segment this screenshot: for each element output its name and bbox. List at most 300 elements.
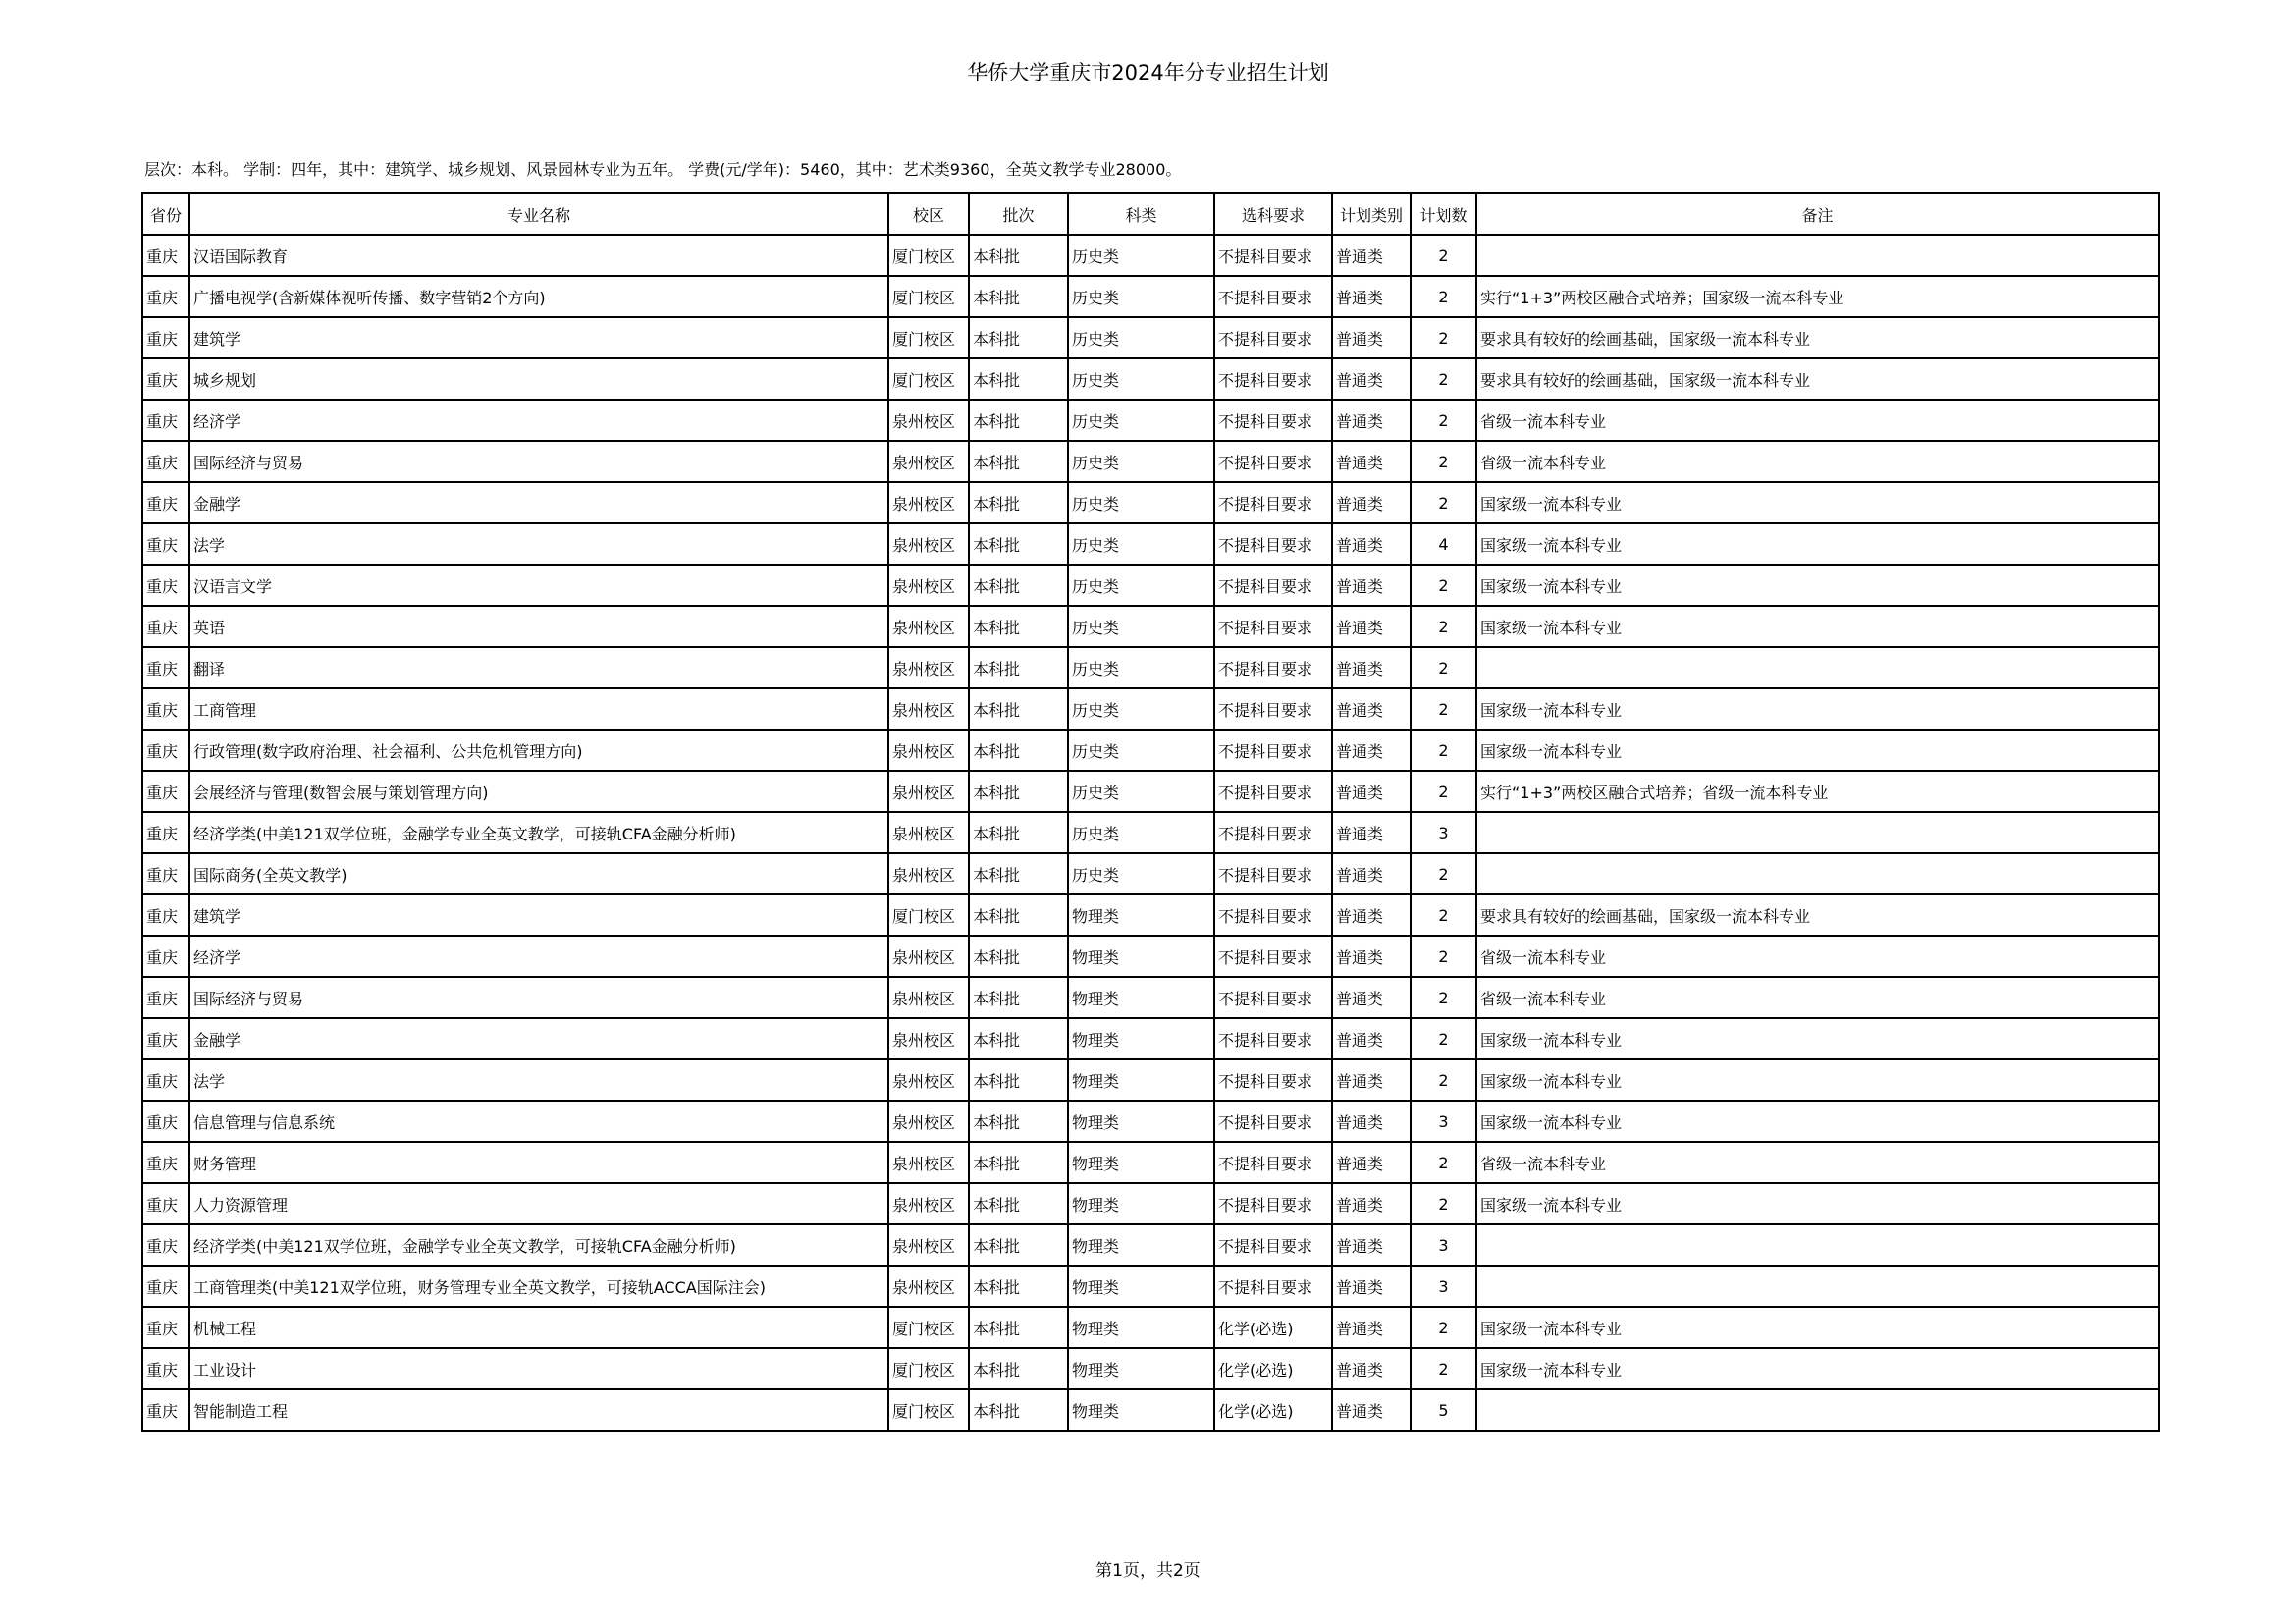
cell-plan-count: 2 xyxy=(1411,1183,1476,1224)
cell-subject-requirement: 不提科目要求 xyxy=(1214,482,1332,523)
cell-subject-category: 历史类 xyxy=(1068,400,1214,441)
cell-subject-requirement: 不提科目要求 xyxy=(1214,358,1332,400)
cell-province: 重庆 xyxy=(142,936,189,977)
cell-plan-type: 普通类 xyxy=(1332,441,1411,482)
cell-remarks: 省级一流本科专业 xyxy=(1476,1142,2159,1183)
cell-province: 重庆 xyxy=(142,647,189,688)
cell-subject-category: 物理类 xyxy=(1068,1224,1214,1266)
cell-batch: 本科批 xyxy=(969,317,1068,358)
cell-major-name: 汉语国际教育 xyxy=(189,235,888,276)
cell-plan-type: 普通类 xyxy=(1332,400,1411,441)
header-subject-requirement: 选科要求 xyxy=(1214,193,1332,235)
cell-major-name: 信息管理与信息系统 xyxy=(189,1101,888,1142)
cell-remarks: 国家级一流本科专业 xyxy=(1476,1101,2159,1142)
cell-remarks: 国家级一流本科专业 xyxy=(1476,1307,2159,1348)
cell-remarks: 国家级一流本科专业 xyxy=(1476,565,2159,606)
cell-subject-category: 物理类 xyxy=(1068,977,1214,1018)
cell-remarks: 要求具有较好的绘画基础，国家级一流本科专业 xyxy=(1476,358,2159,400)
cell-campus: 泉州校区 xyxy=(888,565,969,606)
cell-plan-type: 普通类 xyxy=(1332,936,1411,977)
cell-remarks: 省级一流本科专业 xyxy=(1476,441,2159,482)
cell-plan-type: 普通类 xyxy=(1332,358,1411,400)
cell-subject-requirement: 不提科目要求 xyxy=(1214,1059,1332,1101)
cell-subject-requirement: 不提科目要求 xyxy=(1214,276,1332,317)
cell-remarks: 要求具有较好的绘画基础，国家级一流本科专业 xyxy=(1476,317,2159,358)
cell-province: 重庆 xyxy=(142,688,189,730)
cell-plan-type: 普通类 xyxy=(1332,235,1411,276)
cell-province: 重庆 xyxy=(142,1266,189,1307)
cell-subject-category: 历史类 xyxy=(1068,688,1214,730)
cell-province: 重庆 xyxy=(142,977,189,1018)
cell-province: 重庆 xyxy=(142,482,189,523)
cell-campus: 泉州校区 xyxy=(888,936,969,977)
cell-plan-count: 2 xyxy=(1411,441,1476,482)
cell-batch: 本科批 xyxy=(969,565,1068,606)
cell-plan-type: 普通类 xyxy=(1332,1018,1411,1059)
cell-province: 重庆 xyxy=(142,276,189,317)
table-row xyxy=(142,1266,2159,1307)
cell-batch: 本科批 xyxy=(969,1018,1068,1059)
cell-subject-requirement: 化学(必选) xyxy=(1214,1348,1332,1389)
cell-campus: 厦门校区 xyxy=(888,317,969,358)
cell-subject-requirement: 不提科目要求 xyxy=(1214,812,1332,853)
cell-plan-type: 普通类 xyxy=(1332,482,1411,523)
cell-batch: 本科批 xyxy=(969,523,1068,565)
cell-batch: 本科批 xyxy=(969,400,1068,441)
cell-remarks: 省级一流本科专业 xyxy=(1476,977,2159,1018)
cell-major-name: 金融学 xyxy=(189,482,888,523)
cell-campus: 泉州校区 xyxy=(888,1059,969,1101)
cell-remarks: 国家级一流本科专业 xyxy=(1476,1018,2159,1059)
cell-remarks xyxy=(1476,853,2159,894)
cell-plan-type: 普通类 xyxy=(1332,1307,1411,1348)
cell-batch: 本科批 xyxy=(969,647,1068,688)
page-number: 第1页，共2页 xyxy=(1095,1561,1201,1581)
cell-batch: 本科批 xyxy=(969,1266,1068,1307)
cell-subject-category: 历史类 xyxy=(1068,441,1214,482)
header-batch: 批次 xyxy=(969,193,1068,235)
cell-subject-category: 历史类 xyxy=(1068,317,1214,358)
cell-plan-type: 普通类 xyxy=(1332,1183,1411,1224)
cell-remarks: 国家级一流本科专业 xyxy=(1476,1183,2159,1224)
cell-plan-count: 2 xyxy=(1411,1348,1476,1389)
table-row xyxy=(142,523,2159,565)
cell-plan-count: 2 xyxy=(1411,565,1476,606)
table-row xyxy=(142,1389,2159,1431)
cell-campus: 泉州校区 xyxy=(888,1142,969,1183)
cell-subject-requirement: 不提科目要求 xyxy=(1214,400,1332,441)
cell-major-name: 国际商务(全英文教学) xyxy=(189,853,888,894)
cell-subject-category: 物理类 xyxy=(1068,1183,1214,1224)
cell-plan-type: 普通类 xyxy=(1332,523,1411,565)
cell-campus: 厦门校区 xyxy=(888,276,969,317)
cell-campus: 泉州校区 xyxy=(888,400,969,441)
cell-batch: 本科批 xyxy=(969,894,1068,936)
cell-major-name: 翻译 xyxy=(189,647,888,688)
cell-province: 重庆 xyxy=(142,812,189,853)
cell-plan-type: 普通类 xyxy=(1332,812,1411,853)
cell-major-name: 工商管理类(中美121双学位班，财务管理专业全英文教学，可接轨ACCA国际注会) xyxy=(189,1266,888,1307)
cell-campus: 厦门校区 xyxy=(888,1348,969,1389)
header-province: 省份 xyxy=(142,193,189,235)
cell-province: 重庆 xyxy=(142,1183,189,1224)
cell-plan-count: 2 xyxy=(1411,606,1476,647)
cell-subject-requirement: 不提科目要求 xyxy=(1214,894,1332,936)
cell-subject-requirement: 不提科目要求 xyxy=(1214,977,1332,1018)
cell-plan-type: 普通类 xyxy=(1332,1348,1411,1389)
table-row xyxy=(142,358,2159,400)
cell-remarks: 国家级一流本科专业 xyxy=(1476,688,2159,730)
cell-subject-requirement: 不提科目要求 xyxy=(1214,441,1332,482)
cell-province: 重庆 xyxy=(142,1059,189,1101)
cell-province: 重庆 xyxy=(142,1101,189,1142)
cell-plan-count: 2 xyxy=(1411,1059,1476,1101)
cell-plan-count: 2 xyxy=(1411,936,1476,977)
cell-subject-requirement: 不提科目要求 xyxy=(1214,523,1332,565)
cell-batch: 本科批 xyxy=(969,730,1068,771)
cell-plan-count: 2 xyxy=(1411,1307,1476,1348)
cell-subject-category: 历史类 xyxy=(1068,358,1214,400)
cell-batch: 本科批 xyxy=(969,1101,1068,1142)
cell-remarks: 实行“1+3”两校区融合式培养；省级一流本科专业 xyxy=(1476,771,2159,812)
cell-province: 重庆 xyxy=(142,523,189,565)
table-row xyxy=(142,894,2159,936)
cell-subject-category: 物理类 xyxy=(1068,1307,1214,1348)
cell-remarks: 国家级一流本科专业 xyxy=(1476,606,2159,647)
cell-major-name: 建筑学 xyxy=(189,317,888,358)
cell-major-name: 广播电视学(含新媒体视听传播、数字营销2个方向) xyxy=(189,276,888,317)
cell-major-name: 法学 xyxy=(189,523,888,565)
cell-campus: 泉州校区 xyxy=(888,1101,969,1142)
cell-campus: 泉州校区 xyxy=(888,977,969,1018)
cell-subject-category: 历史类 xyxy=(1068,276,1214,317)
cell-major-name: 国际经济与贸易 xyxy=(189,441,888,482)
cell-subject-requirement: 不提科目要求 xyxy=(1214,1101,1332,1142)
cell-remarks xyxy=(1476,647,2159,688)
cell-campus: 泉州校区 xyxy=(888,1266,969,1307)
cell-plan-type: 普通类 xyxy=(1332,1266,1411,1307)
cell-remarks: 国家级一流本科专业 xyxy=(1476,730,2159,771)
cell-plan-type: 普通类 xyxy=(1332,276,1411,317)
cell-campus: 泉州校区 xyxy=(888,853,969,894)
cell-batch: 本科批 xyxy=(969,1348,1068,1389)
cell-remarks xyxy=(1476,1266,2159,1307)
cell-campus: 泉州校区 xyxy=(888,812,969,853)
cell-major-name: 会展经济与管理(数智会展与策划管理方向) xyxy=(189,771,888,812)
cell-subject-requirement: 不提科目要求 xyxy=(1214,647,1332,688)
cell-plan-type: 普通类 xyxy=(1332,771,1411,812)
cell-plan-count: 2 xyxy=(1411,317,1476,358)
cell-plan-count: 2 xyxy=(1411,358,1476,400)
cell-batch: 本科批 xyxy=(969,812,1068,853)
cell-remarks: 实行“1+3”两校区融合式培养；国家级一流本科专业 xyxy=(1476,276,2159,317)
cell-subject-requirement: 不提科目要求 xyxy=(1214,235,1332,276)
cell-plan-count: 3 xyxy=(1411,1266,1476,1307)
table-row xyxy=(142,853,2159,894)
cell-subject-requirement: 不提科目要求 xyxy=(1214,1142,1332,1183)
table-row xyxy=(142,1183,2159,1224)
cell-batch: 本科批 xyxy=(969,1224,1068,1266)
cell-subject-category: 历史类 xyxy=(1068,647,1214,688)
header-subject-category: 科类 xyxy=(1068,193,1214,235)
cell-batch: 本科批 xyxy=(969,977,1068,1018)
table-row xyxy=(142,730,2159,771)
cell-province: 重庆 xyxy=(142,1307,189,1348)
table-row xyxy=(142,977,2159,1018)
cell-province: 重庆 xyxy=(142,1348,189,1389)
cell-subject-category: 历史类 xyxy=(1068,523,1214,565)
cell-campus: 泉州校区 xyxy=(888,730,969,771)
cell-province: 重庆 xyxy=(142,606,189,647)
cell-subject-category: 历史类 xyxy=(1068,771,1214,812)
cell-campus: 泉州校区 xyxy=(888,1183,969,1224)
cell-plan-type: 普通类 xyxy=(1332,688,1411,730)
cell-province: 重庆 xyxy=(142,1142,189,1183)
cell-subject-requirement: 化学(必选) xyxy=(1214,1307,1332,1348)
table-row xyxy=(142,1059,2159,1101)
cell-subject-requirement: 不提科目要求 xyxy=(1214,1183,1332,1224)
cell-major-name: 经济学类(中美121双学位班，金融学专业全英文教学，可接轨CFA金融分析师) xyxy=(189,1224,888,1266)
cell-subject-requirement: 不提科目要求 xyxy=(1214,1266,1332,1307)
cell-major-name: 经济学 xyxy=(189,400,888,441)
cell-subject-requirement: 不提科目要求 xyxy=(1214,936,1332,977)
cell-campus: 厦门校区 xyxy=(888,358,969,400)
table-row xyxy=(142,688,2159,730)
cell-subject-category: 历史类 xyxy=(1068,853,1214,894)
table-row xyxy=(142,606,2159,647)
cell-plan-count: 3 xyxy=(1411,1224,1476,1266)
cell-plan-type: 普通类 xyxy=(1332,1059,1411,1101)
cell-campus: 泉州校区 xyxy=(888,688,969,730)
table-row xyxy=(142,400,2159,441)
cell-province: 重庆 xyxy=(142,317,189,358)
cell-province: 重庆 xyxy=(142,358,189,400)
cell-major-name: 工商管理 xyxy=(189,688,888,730)
table-row xyxy=(142,936,2159,977)
table-row xyxy=(142,1348,2159,1389)
cell-remarks xyxy=(1476,812,2159,853)
cell-campus: 厦门校区 xyxy=(888,1389,969,1431)
table-row xyxy=(142,1018,2159,1059)
cell-batch: 本科批 xyxy=(969,1142,1068,1183)
cell-major-name: 行政管理(数字政府治理、社会福利、公共危机管理方向) xyxy=(189,730,888,771)
table-row xyxy=(142,482,2159,523)
page-title: 华侨大学重庆市2024年分专业招生计划 xyxy=(967,61,1329,84)
cell-plan-count: 2 xyxy=(1411,688,1476,730)
cell-major-name: 城乡规划 xyxy=(189,358,888,400)
cell-campus: 泉州校区 xyxy=(888,647,969,688)
table-row xyxy=(142,317,2159,358)
cell-subject-category: 历史类 xyxy=(1068,730,1214,771)
cell-batch: 本科批 xyxy=(969,358,1068,400)
cell-campus: 厦门校区 xyxy=(888,235,969,276)
cell-remarks: 省级一流本科专业 xyxy=(1476,400,2159,441)
cell-province: 重庆 xyxy=(142,894,189,936)
table-header-row xyxy=(142,193,2159,235)
cell-plan-type: 普通类 xyxy=(1332,1389,1411,1431)
cell-subject-category: 物理类 xyxy=(1068,1348,1214,1389)
cell-remarks: 省级一流本科专业 xyxy=(1476,936,2159,977)
cell-subject-category: 物理类 xyxy=(1068,1059,1214,1101)
cell-plan-type: 普通类 xyxy=(1332,606,1411,647)
cell-plan-type: 普通类 xyxy=(1332,730,1411,771)
cell-campus: 泉州校区 xyxy=(888,523,969,565)
cell-subject-category: 物理类 xyxy=(1068,1389,1214,1431)
cell-campus: 泉州校区 xyxy=(888,771,969,812)
header-major-name: 专业名称 xyxy=(189,193,888,235)
table-row xyxy=(142,771,2159,812)
cell-remarks xyxy=(1476,1224,2159,1266)
cell-plan-count: 2 xyxy=(1411,276,1476,317)
table-row xyxy=(142,235,2159,276)
cell-major-name: 法学 xyxy=(189,1059,888,1101)
cell-province: 重庆 xyxy=(142,235,189,276)
header-remarks: 备注 xyxy=(1476,193,2159,235)
cell-subject-category: 物理类 xyxy=(1068,894,1214,936)
cell-province: 重庆 xyxy=(142,771,189,812)
cell-subject-requirement: 不提科目要求 xyxy=(1214,1224,1332,1266)
cell-plan-count: 3 xyxy=(1411,1101,1476,1142)
cell-batch: 本科批 xyxy=(969,1183,1068,1224)
cell-subject-requirement: 不提科目要求 xyxy=(1214,771,1332,812)
cell-remarks: 国家级一流本科专业 xyxy=(1476,523,2159,565)
header-plan-count: 计划数 xyxy=(1411,193,1476,235)
cell-plan-count: 2 xyxy=(1411,771,1476,812)
cell-major-name: 金融学 xyxy=(189,1018,888,1059)
cell-subject-category: 历史类 xyxy=(1068,606,1214,647)
cell-province: 重庆 xyxy=(142,1389,189,1431)
cell-major-name: 国际经济与贸易 xyxy=(189,977,888,1018)
cell-plan-count: 2 xyxy=(1411,235,1476,276)
cell-plan-type: 普通类 xyxy=(1332,894,1411,936)
cell-campus: 泉州校区 xyxy=(888,441,969,482)
header-plan-type: 计划类别 xyxy=(1332,193,1411,235)
cell-remarks: 要求具有较好的绘画基础，国家级一流本科专业 xyxy=(1476,894,2159,936)
cell-plan-count: 3 xyxy=(1411,812,1476,853)
cell-province: 重庆 xyxy=(142,441,189,482)
cell-major-name: 财务管理 xyxy=(189,1142,888,1183)
cell-plan-type: 普通类 xyxy=(1332,977,1411,1018)
table-row xyxy=(142,565,2159,606)
cell-subject-requirement: 不提科目要求 xyxy=(1214,606,1332,647)
cell-batch: 本科批 xyxy=(969,482,1068,523)
cell-major-name: 智能制造工程 xyxy=(189,1389,888,1431)
cell-campus: 泉州校区 xyxy=(888,1018,969,1059)
cell-batch: 本科批 xyxy=(969,853,1068,894)
cell-subject-category: 历史类 xyxy=(1068,565,1214,606)
cell-subject-requirement: 不提科目要求 xyxy=(1214,853,1332,894)
cell-subject-category: 历史类 xyxy=(1068,235,1214,276)
cell-batch: 本科批 xyxy=(969,441,1068,482)
cell-batch: 本科批 xyxy=(969,771,1068,812)
cell-plan-count: 2 xyxy=(1411,894,1476,936)
cell-subject-category: 物理类 xyxy=(1068,1018,1214,1059)
cell-province: 重庆 xyxy=(142,400,189,441)
cell-campus: 泉州校区 xyxy=(888,1224,969,1266)
cell-subject-requirement: 不提科目要求 xyxy=(1214,688,1332,730)
cell-major-name: 英语 xyxy=(189,606,888,647)
cell-plan-count: 2 xyxy=(1411,482,1476,523)
cell-plan-count: 2 xyxy=(1411,400,1476,441)
cell-major-name: 人力资源管理 xyxy=(189,1183,888,1224)
cell-major-name: 经济学 xyxy=(189,936,888,977)
cell-plan-count: 4 xyxy=(1411,523,1476,565)
table-row xyxy=(142,441,2159,482)
cell-subject-requirement: 不提科目要求 xyxy=(1214,730,1332,771)
cell-major-name: 工业设计 xyxy=(189,1348,888,1389)
cell-batch: 本科批 xyxy=(969,606,1068,647)
cell-plan-count: 2 xyxy=(1411,1142,1476,1183)
table-row xyxy=(142,1307,2159,1348)
enrollment-plan-table xyxy=(141,192,2160,1432)
cell-remarks xyxy=(1476,1389,2159,1431)
cell-subject-category: 物理类 xyxy=(1068,1101,1214,1142)
cell-major-name: 经济学类(中美121双学位班，金融学专业全英文教学，可接轨CFA金融分析师) xyxy=(189,812,888,853)
table-row xyxy=(142,1142,2159,1183)
cell-subject-category: 物理类 xyxy=(1068,1266,1214,1307)
cell-subject-category: 物理类 xyxy=(1068,936,1214,977)
cell-batch: 本科批 xyxy=(969,1059,1068,1101)
cell-campus: 泉州校区 xyxy=(888,482,969,523)
cell-subject-category: 历史类 xyxy=(1068,482,1214,523)
cell-plan-count: 2 xyxy=(1411,853,1476,894)
cell-major-name: 建筑学 xyxy=(189,894,888,936)
cell-batch: 本科批 xyxy=(969,1307,1068,1348)
table-row xyxy=(142,647,2159,688)
cell-remarks: 国家级一流本科专业 xyxy=(1476,1059,2159,1101)
cell-plan-type: 普通类 xyxy=(1332,647,1411,688)
table-row xyxy=(142,1224,2159,1266)
cell-plan-type: 普通类 xyxy=(1332,853,1411,894)
cell-plan-type: 普通类 xyxy=(1332,1224,1411,1266)
cell-plan-count: 2 xyxy=(1411,977,1476,1018)
cell-major-name: 汉语言文学 xyxy=(189,565,888,606)
cell-campus: 厦门校区 xyxy=(888,1307,969,1348)
cell-remarks: 国家级一流本科专业 xyxy=(1476,482,2159,523)
cell-subject-requirement: 不提科目要求 xyxy=(1214,565,1332,606)
cell-batch: 本科批 xyxy=(969,1389,1068,1431)
cell-campus: 泉州校区 xyxy=(888,606,969,647)
cell-province: 重庆 xyxy=(142,565,189,606)
cell-campus: 厦门校区 xyxy=(888,894,969,936)
cell-plan-count: 2 xyxy=(1411,730,1476,771)
table-row xyxy=(142,1101,2159,1142)
cell-plan-type: 普通类 xyxy=(1332,1142,1411,1183)
cell-province: 重庆 xyxy=(142,730,189,771)
cell-plan-type: 普通类 xyxy=(1332,1101,1411,1142)
cell-subject-requirement: 不提科目要求 xyxy=(1214,317,1332,358)
cell-batch: 本科批 xyxy=(969,276,1068,317)
cell-major-name: 机械工程 xyxy=(189,1307,888,1348)
cell-subject-requirement: 化学(必选) xyxy=(1214,1389,1332,1431)
cell-remarks: 国家级一流本科专业 xyxy=(1476,1348,2159,1389)
cell-plan-count: 2 xyxy=(1411,1018,1476,1059)
cell-subject-category: 历史类 xyxy=(1068,812,1214,853)
cell-plan-type: 普通类 xyxy=(1332,317,1411,358)
table-row xyxy=(142,276,2159,317)
cell-plan-count: 5 xyxy=(1411,1389,1476,1431)
cell-province: 重庆 xyxy=(142,1018,189,1059)
cell-batch: 本科批 xyxy=(969,688,1068,730)
cell-remarks xyxy=(1476,235,2159,276)
cell-province: 重庆 xyxy=(142,853,189,894)
cell-province: 重庆 xyxy=(142,1224,189,1266)
header-campus: 校区 xyxy=(888,193,969,235)
enrollment-info: 层次：本科。 学制：四年，其中：建筑学、城乡规划、风景园林专业为五年。 学费(元/学年)：5460，其中：艺术类9360，全英文教学专业28000。 xyxy=(144,160,1182,179)
cell-subject-requirement: 不提科目要求 xyxy=(1214,1018,1332,1059)
cell-plan-type: 普通类 xyxy=(1332,565,1411,606)
cell-plan-count: 2 xyxy=(1411,647,1476,688)
